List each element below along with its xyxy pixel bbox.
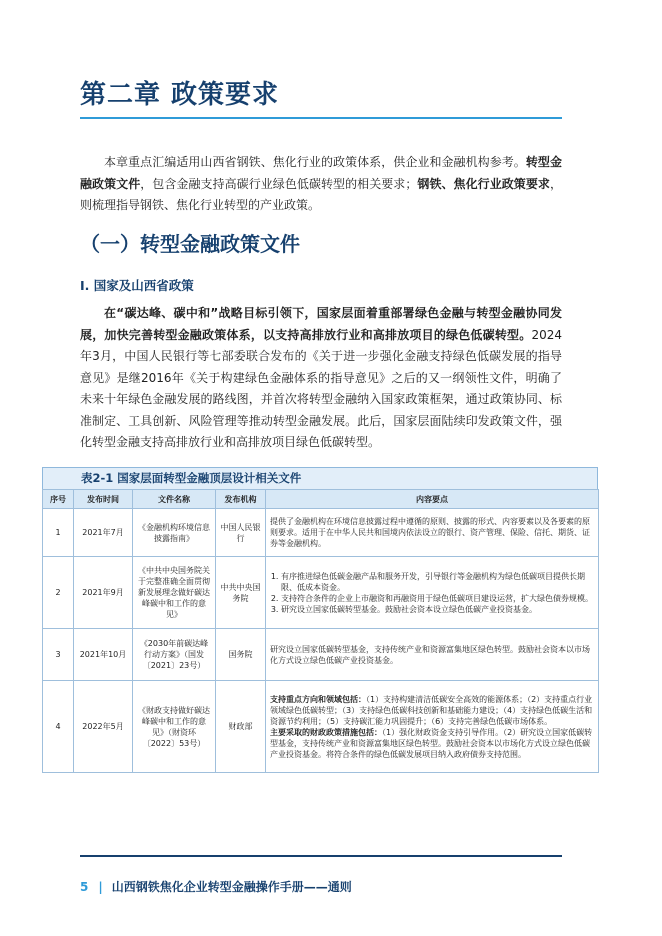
cell-content: 提供了金融机构在环境信息披露过程中遵循的原则、披露的形式、内容要素以及各要素的原则要求。适用于在中华人民共和国境内依法设立的银行、资产管理、保险、信托、期货、证券等金融机构。 bbox=[266, 509, 599, 557]
footer-title: 山西钢铁焦化企业转型金融操作手册——通则 bbox=[111, 880, 352, 894]
table-caption: 表2-1 国家层面转型金融顶层设计相关文件 bbox=[42, 467, 598, 489]
policy-table bbox=[42, 489, 599, 773]
header-name: 文件名称 bbox=[133, 490, 216, 509]
subsection-heading: I. 国家及山西省政策 bbox=[80, 278, 194, 293]
content-lead: 主要采取的财政政策措施包括： bbox=[270, 727, 382, 737]
cell-date: 2021年7月 bbox=[74, 509, 133, 557]
list-item: 1. 有序推进绿色低碳金融产品和服务开发，引导银行等金融机构为绿色低碳项目提供长期限、低成本资金。 bbox=[281, 571, 594, 593]
table-row bbox=[43, 629, 599, 681]
body-paragraph bbox=[80, 303, 562, 454]
cell-no: 3 bbox=[43, 629, 74, 681]
list-item: 3. 研究设立国家低碳转型基金。鼓励社会资本设立绿色低碳产业投资基金。 bbox=[281, 604, 594, 615]
header-date: 发布时间 bbox=[74, 490, 133, 509]
intro-text-2: ，包含金融支持高碳行业绿色低碳转型的相关要求； bbox=[140, 176, 418, 191]
intro-text-3: ，则梳理指导钢铁、焦化行业转型的产业政策。 bbox=[80, 176, 562, 212]
table-header-row bbox=[43, 490, 599, 509]
content-paragraph bbox=[270, 694, 594, 727]
body-text: 2024年3月，中国人民银行等七部委联合发布的《关于进一步强化金融支持绿色低碳发展的指导意见》是继2016年《关于构建绿色金融体系的指导意见》之后的又一纲领性文件，明确了未来十年绿色金融发展的路线图，并首次将转型金融纳入国家政策框架，通过政策协同、标准制定、工具创新、风险管理等推动转型金融发展。此后，国家层面陆续印发政策文件，强化转型金融支持高排放行业和高排放项目绿色低碳转型。 bbox=[80, 327, 562, 449]
content-text: （1）支持构建清洁低碳安全高效的能源体系；（2）支持重点行业领域绿色低碳转型；（3）支持绿色低碳科技创新和基础能力建设；（4）支持绿色低碳生活和资源节约利用；（5）支持碳汇能力巩固提升；（6）支持完善绿色低碳市场体系。 bbox=[270, 694, 593, 726]
cell-date: 2021年10月 bbox=[74, 629, 133, 681]
content-lead: 支持重点方向和领域包括： bbox=[270, 694, 366, 704]
cell-content bbox=[266, 681, 599, 773]
body-bold-lead: 在“碳达峰、碳中和”战略目标引领下，国家层面着重部署绿色金融与转型金融协同发展，加快完善转型金融政策体系，以支持高排放行业和高排放项目的绿色低碳转型。 bbox=[80, 306, 562, 342]
cell-name: 《金融机构环境信息披露指南》 bbox=[133, 509, 216, 557]
list-item: 2. 支持符合条件的企业上市融资和再融资用于绿色低碳项目建设运营，扩大绿色债券规模。 bbox=[281, 593, 594, 604]
cell-name: 《中共中央国务院关于完整准确全面贯彻新发展理念做好碳达峰碳中和工作的意见》 bbox=[133, 557, 216, 629]
content-list bbox=[270, 571, 594, 615]
cell-date: 2021年9月 bbox=[74, 557, 133, 629]
content-text: （1）强化财政资金支持引导作用。（2）研究设立国家低碳转型基金，支持传统产业和资源富集地区绿色转型。鼓励社会资本以市场化方式设立绿色低碳产业投资基金。将符合条件的绿色低碳发展项目纳入政府债券支持范围。 bbox=[270, 727, 593, 759]
table-row bbox=[43, 681, 599, 773]
cell-date: 2022年5月 bbox=[74, 681, 133, 773]
table-row bbox=[43, 557, 599, 629]
header-no: 序号 bbox=[43, 490, 74, 509]
header-agency: 发布机构 bbox=[216, 490, 266, 509]
intro-paragraph bbox=[80, 152, 562, 217]
cell-content bbox=[266, 557, 599, 629]
footer-divider bbox=[80, 855, 562, 857]
cell-agency: 中共中央国务院 bbox=[216, 557, 266, 629]
cell-no: 1 bbox=[43, 509, 74, 557]
content-paragraph bbox=[270, 727, 594, 760]
cell-content: 研究设立国家低碳转型基金，支持传统产业和资源富集地区绿色转型。鼓励社会资本以市场化方式设立绿色低碳产业投资基金。 bbox=[266, 629, 599, 681]
cell-agency: 国务院 bbox=[216, 629, 266, 681]
page-number: 5 bbox=[80, 879, 89, 894]
cell-agency: 财政部 bbox=[216, 681, 266, 773]
section-heading: （一）转型金融政策文件 bbox=[80, 232, 300, 256]
policy-table-container bbox=[42, 467, 598, 773]
chapter-title: 第二章 政策要求 bbox=[80, 80, 280, 110]
cell-agency: 中国人民银行 bbox=[216, 509, 266, 557]
footer-separator: | bbox=[98, 879, 103, 894]
cell-no: 2 bbox=[43, 557, 74, 629]
cell-name: 《2030年前碳达峰行动方案》（国发〔2021〕23号） bbox=[133, 629, 216, 681]
intro-bold-2: 钢铁、焦化行业政策要求 bbox=[417, 176, 550, 191]
page-footer bbox=[80, 878, 352, 895]
table-row bbox=[43, 509, 599, 557]
intro-bold-1: 转型金融政策文件 bbox=[80, 155, 562, 191]
title-divider bbox=[80, 117, 562, 119]
cell-no: 4 bbox=[43, 681, 74, 773]
intro-text-1: 本章重点汇编适用山西省钢铁、焦化行业的政策体系，供企业和金融机构参考。 bbox=[104, 155, 526, 169]
header-content: 内容要点 bbox=[266, 490, 599, 509]
cell-name: 《财政支持做好碳达峰碳中和工作的意见》（财资环〔2022〕53号） bbox=[133, 681, 216, 773]
